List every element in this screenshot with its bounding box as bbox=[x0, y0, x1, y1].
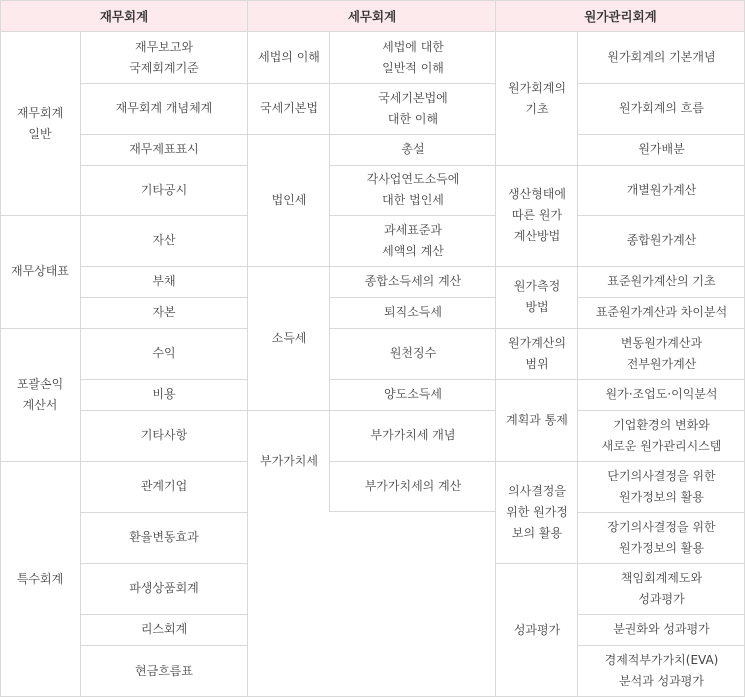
tax-item: 원천징수 bbox=[330, 328, 496, 379]
row-divider bbox=[80, 134, 248, 135]
row-divider bbox=[248, 83, 330, 84]
row-divider bbox=[248, 266, 330, 267]
table-top-border bbox=[0, 0, 745, 1]
row-divider bbox=[578, 410, 745, 411]
row-divider bbox=[330, 461, 496, 462]
cost-item: 개별원가계산 bbox=[578, 165, 745, 215]
cost-item: 변동원가계산과 전부원가계산 bbox=[578, 328, 745, 379]
row-divider bbox=[80, 379, 248, 380]
row-divider bbox=[330, 410, 496, 411]
financial-item: 부채 bbox=[80, 266, 248, 297]
row-divider bbox=[578, 512, 745, 513]
cost-category-planning: 계획과 통제 bbox=[496, 379, 578, 461]
row-divider bbox=[248, 410, 330, 411]
tax-item: 양도소득세 bbox=[330, 379, 496, 410]
financial-category-position: 재무상태표 bbox=[0, 215, 80, 328]
cost-category-scope: 원가계산의 범위 bbox=[496, 328, 578, 379]
row-divider bbox=[80, 215, 248, 216]
row-divider bbox=[0, 215, 80, 216]
cost-category-basics: 원가회계의 기초 bbox=[496, 32, 578, 165]
financial-item: 기타공시 bbox=[80, 165, 248, 215]
financial-item: 비용 bbox=[80, 379, 248, 410]
row-divider bbox=[496, 563, 578, 564]
cost-category-measurement: 원가측정 방법 bbox=[496, 266, 578, 328]
tax-item: 부가가치세의 계산 bbox=[330, 461, 496, 512]
financial-category-income: 포괄손익 계산서 bbox=[0, 328, 80, 461]
cost-item: 원가회계의 흐름 bbox=[578, 83, 745, 134]
cost-item: 책임회계제도와 성과평가 bbox=[578, 563, 745, 614]
cost-category-decision: 의사결정을 위한 원가정 보의 활용 bbox=[496, 461, 578, 563]
row-divider bbox=[0, 328, 80, 329]
cost-item: 종합원가계산 bbox=[578, 215, 745, 266]
row-divider bbox=[80, 410, 248, 411]
cost-category-production: 생산형태에 따른 원가 계산방법 bbox=[496, 165, 578, 266]
row-divider bbox=[330, 266, 496, 267]
tax-item: 부가가치세 개념 bbox=[330, 410, 496, 461]
header-divider bbox=[0, 31, 745, 32]
tax-category-vat: 부가가치세 bbox=[248, 410, 330, 512]
tax-item: 총설 bbox=[330, 134, 496, 165]
cost-item: 단기의사결정을 위한 원가정보의 활용 bbox=[578, 461, 745, 512]
header-cost-management-accounting: 원가관리회계 bbox=[496, 0, 745, 32]
row-divider bbox=[80, 614, 248, 615]
row-divider bbox=[330, 297, 496, 298]
header-financial-accounting: 재무회계 bbox=[0, 0, 248, 32]
tax-category-income: 소득세 bbox=[248, 266, 330, 410]
financial-item: 자본 bbox=[80, 297, 248, 328]
financial-item: 재무회계 개념체계 bbox=[80, 83, 248, 134]
row-divider bbox=[578, 83, 745, 84]
row-divider bbox=[80, 328, 248, 329]
row-divider bbox=[578, 379, 745, 380]
row-divider bbox=[330, 134, 496, 135]
financial-item: 현금흐름표 bbox=[80, 645, 248, 697]
row-divider bbox=[330, 379, 496, 380]
tax-inner-divider bbox=[329, 32, 330, 512]
row-divider bbox=[80, 266, 248, 267]
row-divider bbox=[578, 215, 745, 216]
cost-item: 원가배분 bbox=[578, 134, 745, 165]
row-divider bbox=[578, 165, 745, 166]
row-divider bbox=[80, 165, 248, 166]
financial-item: 파생상품회계 bbox=[80, 563, 248, 614]
tax-category-corporate: 법인세 bbox=[248, 134, 330, 266]
cost-item: 원가·조업도·이익분석 bbox=[578, 379, 745, 410]
row-divider bbox=[578, 134, 745, 135]
row-divider bbox=[330, 165, 496, 166]
row-divider bbox=[578, 266, 745, 267]
financial-inner-divider bbox=[80, 32, 81, 697]
row-divider bbox=[578, 563, 745, 564]
financial-item: 기타사항 bbox=[80, 410, 248, 461]
tax-item: 과세표준과 세액의 계산 bbox=[330, 215, 496, 266]
cost-item: 원가회계의 기본개념 bbox=[578, 32, 745, 83]
tax-category-basic-act: 국세기본법 bbox=[248, 83, 330, 134]
cost-item: 경제적부가가치(EVA) 분석과 성과평가 bbox=[578, 645, 745, 697]
tax-item: 각사업연도소득에 대한 법인세 bbox=[330, 165, 496, 215]
tax-item: 종합소득세의 계산 bbox=[330, 266, 496, 297]
tax-item: 국세기본법에 대한 이해 bbox=[330, 83, 496, 134]
tax-item: 퇴직소득세 bbox=[330, 297, 496, 328]
financial-category-special: 특수회계 bbox=[0, 461, 80, 697]
financial-item: 리스회계 bbox=[80, 614, 248, 645]
row-divider bbox=[496, 165, 578, 166]
financial-item: 수익 bbox=[80, 328, 248, 379]
row-divider bbox=[496, 328, 578, 329]
table-left-border bbox=[0, 0, 1, 697]
row-divider bbox=[80, 512, 248, 513]
row-divider bbox=[80, 297, 248, 298]
row-divider bbox=[578, 328, 745, 329]
row-divider bbox=[0, 461, 80, 462]
row-divider bbox=[496, 266, 578, 267]
financial-item: 재무보고와 국제회계기준 bbox=[80, 32, 248, 83]
row-divider bbox=[330, 328, 496, 329]
row-divider bbox=[80, 461, 248, 462]
row-divider bbox=[578, 297, 745, 298]
row-divider bbox=[330, 215, 496, 216]
row-divider bbox=[80, 645, 248, 646]
section-divider-financial-tax bbox=[247, 0, 248, 697]
row-divider bbox=[80, 563, 248, 564]
row-divider bbox=[578, 645, 745, 646]
cost-item: 표준원가계산과 차이분석 bbox=[578, 297, 745, 328]
financial-category-general: 재무회계 일반 bbox=[0, 32, 80, 215]
tax-item: 세법에 대한 일반적 이해 bbox=[330, 32, 496, 83]
cost-inner-divider bbox=[577, 32, 578, 697]
row-divider bbox=[330, 83, 496, 84]
row-divider bbox=[496, 379, 578, 380]
tax-category-law: 세법의 이해 bbox=[248, 32, 330, 83]
cost-item: 장기의사결정을 위한 원가정보의 활용 bbox=[578, 512, 745, 563]
row-divider bbox=[578, 614, 745, 615]
financial-item: 자산 bbox=[80, 215, 248, 266]
row-divider bbox=[496, 461, 578, 462]
row-divider bbox=[330, 511, 496, 512]
cost-item: 표준원가계산의 기초 bbox=[578, 266, 745, 297]
header-tax-accounting: 세무회계 bbox=[248, 0, 496, 32]
cost-item: 분권화와 성과평가 bbox=[578, 614, 745, 645]
financial-item: 관계기업 bbox=[80, 461, 248, 512]
cost-category-performance: 성과평가 bbox=[496, 563, 578, 697]
financial-item: 재무제표표시 bbox=[80, 134, 248, 165]
financial-item: 환율변동효과 bbox=[80, 512, 248, 563]
row-divider bbox=[248, 134, 330, 135]
row-divider bbox=[578, 461, 745, 462]
cost-item: 기업환경의 변화와 새로운 원가관리시스템 bbox=[578, 410, 745, 461]
section-divider-tax-cost bbox=[495, 0, 496, 697]
row-divider bbox=[80, 83, 248, 84]
